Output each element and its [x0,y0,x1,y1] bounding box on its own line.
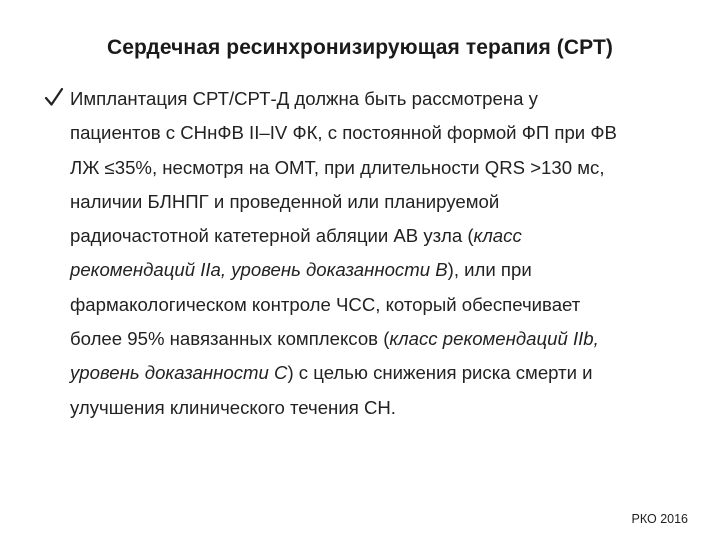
bullet-line [70,356,682,390]
bullet-line [70,82,682,116]
bullet-line [70,219,682,253]
text-segment: радиочастотной катетерной абляции АВ узла ( [70,225,474,247]
bullet-text [70,82,682,425]
bullet-line [70,151,682,185]
text-segment: фармакологическом контроле ЧСС, который обеспечивает [70,293,581,315]
bullet-line [70,185,682,219]
italic-segment: рекомендаций IIa, уровень доказанности B [70,259,448,281]
bullet-line [70,288,682,322]
bullet-line [70,391,682,425]
text-segment: наличии БЛНПГ и проведенной или планируемой [70,190,500,212]
bullet-line [70,253,682,287]
text-segment: ) с целью снижения риска смерти и [287,362,593,384]
text-segment: улучшения клинического течения СН. [70,396,396,418]
text-segment: более 95% навязанных комплексов ( [70,328,390,350]
text-segment: пациентов с СНнФВ II–IV ФК, с постоянной формой ФП при ФВ [70,122,617,144]
bullet-line [70,322,682,356]
bullet-line [70,116,682,150]
italic-segment: уровень доказанности C [70,362,288,384]
text-segment: ЛЖ ≤35%, несмотря на ОМТ, при длительности QRS >130 мс, [70,156,605,178]
text-segment: Имплантация СРТ/СРТ-Д должна быть рассмотрена у [70,88,538,109]
slide-title: Сердечная ресинхронизирующая терапия (СРТ) [106,36,614,59]
source-footer: РКО 2016 [631,512,688,526]
text-segment: ), или при [447,259,532,281]
checkmark-icon [44,86,64,108]
italic-segment: класс рекомендаций IIb, [389,328,599,350]
italic-segment: класс [473,225,522,247]
